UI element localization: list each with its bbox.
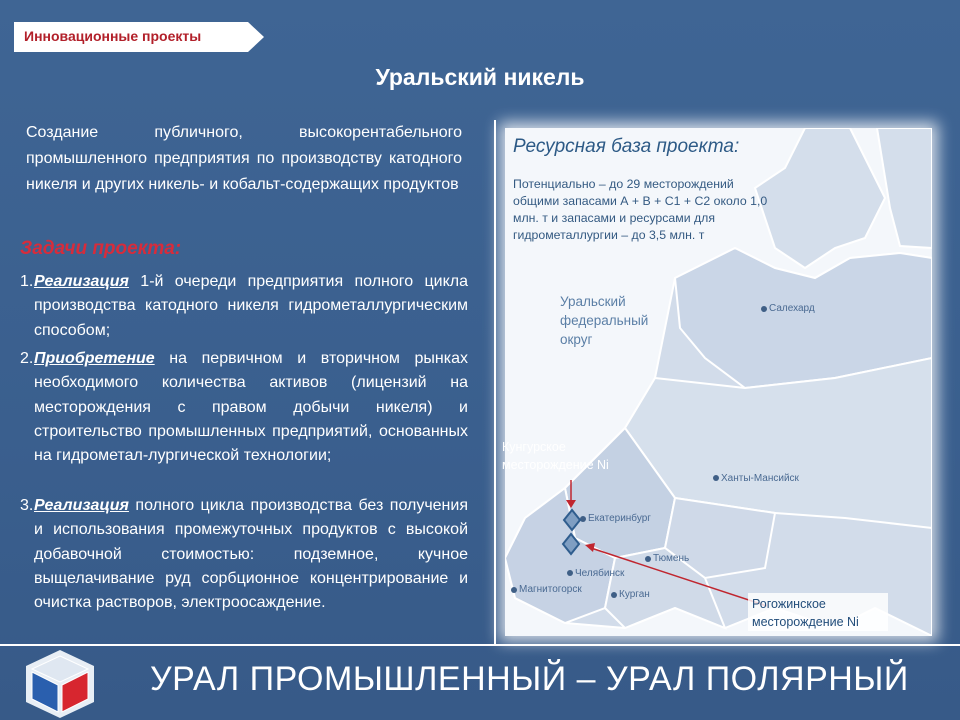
rogozh-arrow	[591, 548, 767, 606]
rogozh-arrow-head	[585, 543, 595, 552]
city-chelyabinsk: Челябинск	[575, 568, 625, 579]
district-line-2: федеральный	[560, 313, 649, 328]
city-salekhard: Салехард	[769, 303, 815, 314]
section-tag-label: Инновационные проекты	[24, 28, 202, 44]
rogozh-label	[752, 595, 859, 631]
resource-text: Потенциально – до 29 месторождений общими запасами А + В + С1 + С2 около 1,0 млн. т и запасами и ресурсами для гидрометаллургии – до 3,5 млн. т	[513, 177, 768, 242]
column-divider	[494, 120, 496, 644]
cube-logo	[22, 648, 98, 720]
task-number: 2.	[20, 350, 34, 367]
intro-text: Создание публичного, высокорентабельного промышленного предприятия по производству катодного никеля и других никель- и кобальт-содержащих продуктов	[26, 124, 462, 193]
rogozh-line-1: Рогожинское	[752, 597, 826, 611]
task-text: 1-й очереди предприятия полного цикла производства катодного никеля гидрометаллургическим способом;	[34, 273, 468, 339]
task-text: на первичном и вторичном рынках необходимого количества активов (лицензий на месторождения с правом добычи никеля) и строительство промышленных предприятий, основанных на гидрометал-лургической технологии;	[34, 350, 468, 465]
footer-divider	[0, 644, 960, 646]
city-tyumen: Тюмень	[653, 553, 690, 564]
task-text: полного цикла производства без получения и использования промежуточных продуктов с высокой добавочной стоимостью: подземное, кучное выщелачивание руд сорбционное концентрирование и очистка растворов, электроосаждение.	[34, 497, 468, 612]
task-item-2	[20, 347, 468, 468]
resource-title: Ресурсная база проекта:	[513, 136, 740, 157]
rogozh-line-2: месторождение Ni	[752, 615, 859, 629]
district-line-1: Уральский	[560, 294, 626, 309]
city-magnitogorsk: Магнитогорск	[519, 584, 582, 595]
city-kurgan: Курган	[619, 589, 650, 600]
kungur-label	[502, 438, 609, 474]
kungur-arrow-head	[566, 500, 576, 508]
task-highlight: Реализация	[34, 273, 129, 290]
map-panel	[505, 128, 932, 636]
page-title: Уральский никель	[375, 64, 585, 90]
footer-slogan: УРАЛ ПРОМЫШЛЕННЫЙ – УРАЛ ПОЛЯРНЫЙ	[150, 660, 909, 698]
rogozh-marker	[563, 534, 579, 554]
deposit-markers	[505, 128, 932, 636]
section-tag	[14, 22, 264, 52]
task-item-3	[20, 494, 468, 615]
city-ekb: Екатеринбург	[588, 513, 651, 524]
task-number: 3.	[20, 497, 34, 514]
tasks-heading: Задачи проекта:	[20, 238, 182, 259]
task-number: 1.	[20, 273, 34, 290]
city-khanty: Ханты-Мансийск	[721, 473, 799, 484]
task-highlight: Реализация	[34, 497, 129, 514]
kungur-marker	[564, 510, 580, 530]
task-highlight: Приобретение	[34, 350, 155, 367]
kungur-line-1: Кунгурское	[502, 440, 566, 454]
task-item-1	[20, 270, 468, 343]
kungur-line-2: месторождение Ni	[502, 458, 609, 472]
district-line-3: округ	[560, 332, 593, 347]
